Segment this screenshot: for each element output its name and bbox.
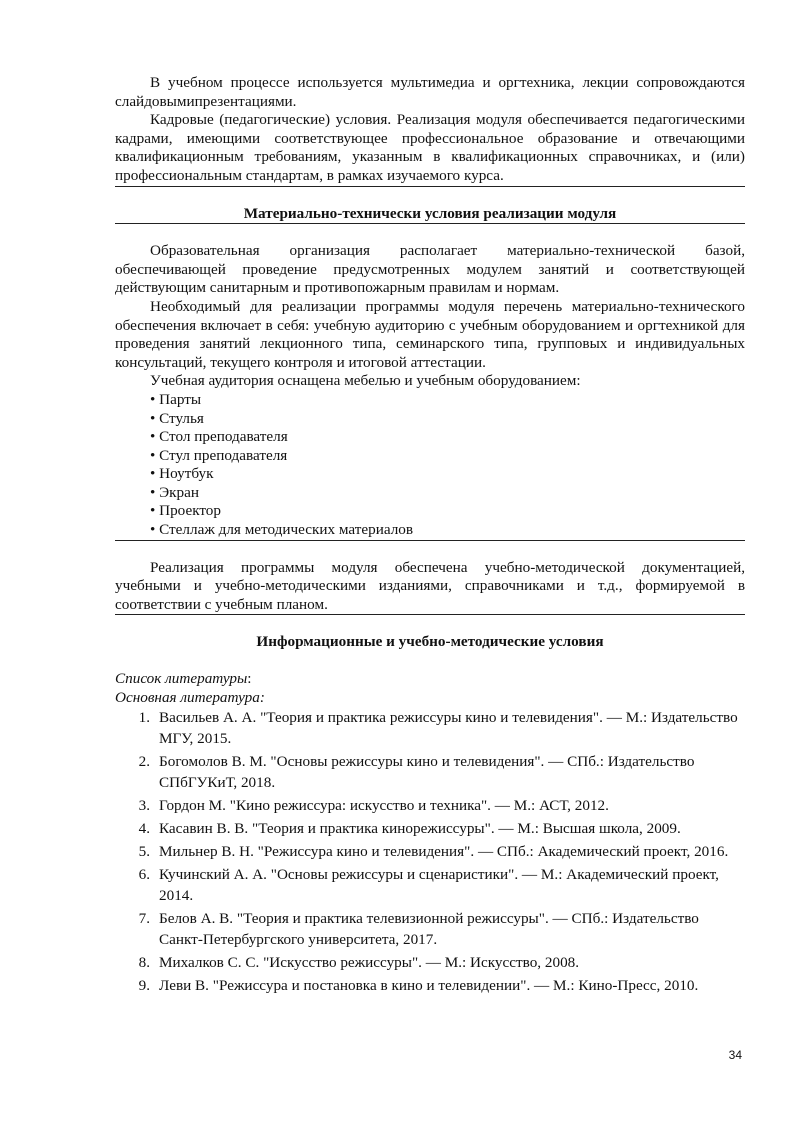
reference-text: Касавин В. В. "Теория и практика кинорежиссуры". — М.: Высшая школа, 2009. <box>159 820 681 838</box>
literature-label-colon: : <box>247 670 252 688</box>
reference-text: Леви В. "Режиссура и постановка в кино и телевидении". — М.: Кино-Пресс, 2010. <box>159 977 699 995</box>
reference-text: Мильнер В. Н. "Режиссура кино и телевидения". — СПб.: Академический проект, 2016. <box>159 843 729 861</box>
main-literature-label: Основная литература: <box>115 688 265 706</box>
reference-item <box>115 818 745 839</box>
reference-item <box>115 841 745 862</box>
section-heading-info: Информационные и учебно-методические условия <box>256 633 604 651</box>
list-item: • Стулья <box>150 409 204 427</box>
references-list <box>115 707 745 996</box>
reference-item <box>115 864 745 906</box>
material-paragraph-2: Необходимый для реализации программы модуля перечень материально-технического обеспечения включает в себя: учебную аудиторию с учебным оборудованием и оргтехникой для проведения занятий лекционного типа, семинарского типа, групповых и индивидуальных консультаций, текущего контроля и итоговой аттестации. <box>115 297 745 371</box>
material-paragraph-1: Образовательная организация располагает материально-технической базой, обеспечивающей проведение предусмотренных модулем занятий и соответствующей действующим санитарным и противопожарным правилам и нормам. <box>115 242 745 297</box>
reference-item <box>115 952 745 973</box>
reference-item <box>115 795 745 816</box>
reference-number: 9. <box>138 977 150 995</box>
page-number: 34 <box>728 1048 742 1062</box>
list-item: • Стол преподавателя <box>150 428 288 446</box>
reference-text: Белов А. В. "Теория и практика телевизионной режиссуры". — СПб.: Издательство Санкт-Петербургского университета, 2017. <box>159 910 699 949</box>
reference-number: 4. <box>138 820 150 838</box>
reference-number: 5. <box>138 843 150 861</box>
reference-number: 2. <box>138 753 150 771</box>
section-heading-material: Материально-технически условия реализации модуля <box>115 205 745 225</box>
literature-label <box>115 670 745 689</box>
intro-paragraph-2: Кадровые (педагогические) условия. Реализация модуля обеспечивается педагогическими кадрами, имеющими соответствующее профессиональное образование и отвечающими квалификационным требованиям, указанным в квалификационных справочниках, и (или) профессиональным стандартам, в рамках изучаемого курса. <box>115 111 745 186</box>
reference-text: Богомолов В. М. "Основы режиссуры кино и телевидения". — СПб.: Издательство СПбГУКиТ, 2018. <box>159 753 695 792</box>
equipment-list <box>115 391 745 541</box>
document-page <box>115 74 745 998</box>
reference-number: 7. <box>138 910 150 928</box>
reference-number: 8. <box>138 954 150 972</box>
reference-number: 6. <box>138 866 150 884</box>
list-item: • Парты <box>150 390 202 408</box>
list-item: • Ноутбук <box>150 465 214 483</box>
list-item: • Экран <box>150 483 199 501</box>
reference-item <box>115 908 745 950</box>
literature-label-text: Список литературы <box>115 670 248 688</box>
reference-number: 3. <box>138 797 150 815</box>
reference-item <box>115 975 745 996</box>
list-item: • Стул преподавателя <box>150 446 288 464</box>
list-item: • Проектор <box>150 502 221 520</box>
reference-text: Васильев А. А. "Теория и практика режиссуры кино и телевидения". — М.: Издательство МГУ, 2015. <box>159 709 738 748</box>
reference-item <box>115 707 745 749</box>
list-item: • Стеллаж для методических материалов <box>150 521 414 539</box>
reference-text: Гордон М. "Кино режиссура: искусство и техника". — М.: АСТ, 2012. <box>159 797 609 815</box>
equipment-list-intro: Учебная аудитория оснащена мебелью и учебным оборудованием: <box>150 372 581 390</box>
reference-number: 1. <box>138 709 150 727</box>
intro-paragraph-1: В учебном процессе используется мультимедиа и оргтехника, лекции сопровождаются слайдовымипрезентациями. <box>115 74 745 110</box>
reference-text: Михалков С. С. "Искусство режиссуры". — М.: Искусство, 2008. <box>159 954 580 972</box>
material-paragraph-3: Реализация программы модуля обеспечена учебно-методической документацией, учебными и учебно-методическими изданиями, справочниками и т.д., формируемой в соответствии с учебным планом. <box>115 559 745 616</box>
reference-text: Кучинский А. А. "Основы режиссуры и сценаристики". — М.: Академический проект, 2014. <box>159 866 719 905</box>
reference-item <box>115 751 745 793</box>
